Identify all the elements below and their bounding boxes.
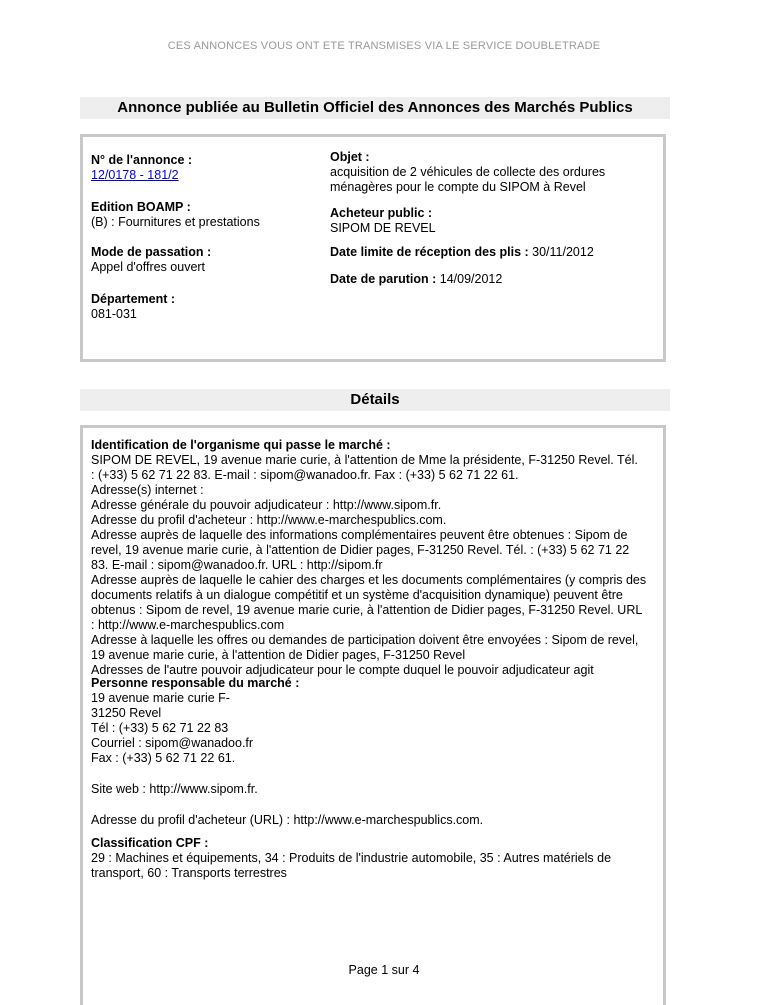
profil-acheteur-line: Adresse du profil d'acheteur (URL) : http://www.e-marchespublics.com. [91, 813, 484, 827]
date-parution-label: Date de parution : [330, 272, 437, 286]
page-number: Page 1 sur 4 [348, 963, 420, 977]
date-limite-value: 30/11/2012 [532, 245, 594, 259]
identification-line: Adresse auprès de laquelle des informations complémentaires peuvent être obtenues : Sipom de [91, 528, 628, 542]
mode-label: Mode de passation : [91, 245, 212, 259]
identification-line: SIPOM DE REVEL, 19 avenue marie curie, à l'attention de Mme la présidente, F-31250 Revel. Tél. [91, 453, 638, 467]
objet-label: Objet : [330, 150, 370, 164]
personne-label: Personne responsable du marché : [91, 676, 300, 690]
summary-section-title: Annonce publiée au Bulletin Officiel des Annonces des Marchés Publics [80, 97, 670, 119]
details-box [80, 425, 666, 1005]
summary-box [80, 134, 666, 362]
identification-line: Adresse du profil d'acheteur : http://www.e-marchespublics.com. [91, 513, 447, 527]
date-parution-field [330, 272, 502, 287]
identification-line: 83. E-mail : sipom@wanadoo.fr. URL : http://sipom.fr [91, 558, 383, 572]
personne-line: 31250 Revel [91, 706, 162, 720]
identification-line: Adresse(s) internet : [91, 483, 204, 497]
identification-block [91, 438, 657, 678]
identification-line: : http://www.e-marchespublics.com [91, 618, 285, 632]
identification-line: Adresse auprès de laquelle le cahier des charges et les documents complémentaires (y compris des [91, 573, 647, 587]
personne-block [91, 676, 657, 828]
acheteur-value: SIPOM DE REVEL [330, 221, 436, 235]
details-section-title: Détails [80, 389, 670, 411]
departement-field [91, 292, 175, 322]
classification-line-1: 29 : Machines et équipements, 34 : Produits de l'industrie automobile, 35 : Autres matériels de [91, 851, 612, 865]
identification-line: obtenus : Sipom de revel, 19 avenue marie curie, à l'attention de Didier pages, F-31250 Revel. URL [91, 603, 643, 617]
numero-link[interactable]: 12/0178 - 181/2 [91, 168, 179, 182]
identification-line: 19 avenue marie curie, à l'attention de Didier pages, F-31250 Revel [91, 648, 466, 662]
site-web-line: Site web : http://www.sipom.fr. [91, 782, 258, 796]
classification-block [91, 836, 657, 881]
mode-field [91, 245, 211, 275]
identification-line: documents relatifs à un dialogue compétitif et un système d'acquisition dynamique) peuvent être [91, 588, 623, 602]
mode-value: Appel d'offres ouvert [91, 260, 206, 274]
departement-label: Département : [91, 292, 176, 306]
objet-line-2: ménagères pour le compte du SIPOM à Revel [330, 180, 586, 194]
personne-line: Tél : (+33) 5 62 71 22 83 [91, 721, 229, 735]
personne-line: Courriel : sipom@wanadoo.fr [91, 736, 254, 750]
departement-value: 081-031 [91, 307, 137, 321]
acheteur-label: Acheteur public : [330, 206, 433, 220]
date-limite-field [330, 245, 594, 260]
date-limite-label: Date limite de réception des plis : [330, 245, 529, 259]
classification-line-2: transport, 60 : Transports terrestres [91, 866, 287, 880]
identification-line: Adresses de l'autre pouvoir adjudicateur pour le compte duquel le pouvoir adjudicateur agit [91, 663, 594, 677]
edition-label: Edition BOAMP : [91, 200, 191, 214]
objet-line-1: acquisition de 2 véhicules de collecte des ordures [330, 165, 606, 179]
service-header-note: CES ANNONCES VOUS ONT ETE TRANSMISES VIA LE SERVICE DOUBLETRADE [167, 40, 601, 52]
personne-line: Fax : (+33) 5 62 71 22 61. [91, 751, 236, 765]
identification-line: Adresse générale du pouvoir adjudicateur : http://www.sipom.fr. [91, 498, 442, 512]
identification-line: revel, 19 avenue marie curie, à l'attention de Didier pages, F-31250 Revel. Tél. : (+33) 5 62 71 22 [91, 543, 630, 557]
personne-line: 19 avenue marie curie F- [91, 691, 230, 705]
identification-line: : (+33) 5 62 71 22 83. E-mail : sipom@wanadoo.fr. Fax : (+33) 5 62 71 22 61. [91, 468, 519, 482]
objet-field [330, 150, 605, 195]
date-parution-value: 14/09/2012 [439, 272, 503, 286]
numero-label: N° de l'annonce : [91, 153, 193, 167]
identification-line: Adresse à laquelle les offres ou demandes de participation doivent être envoyées : Sipom de revel, [91, 633, 639, 647]
numero-field [91, 153, 192, 183]
acheteur-field [330, 206, 436, 236]
classification-label: Classification CPF : [91, 836, 209, 850]
edition-value: (B) : Fournitures et prestations [91, 215, 260, 229]
identification-label: Identification de l'organisme qui passe le marché : [91, 438, 391, 452]
edition-field [91, 200, 260, 230]
